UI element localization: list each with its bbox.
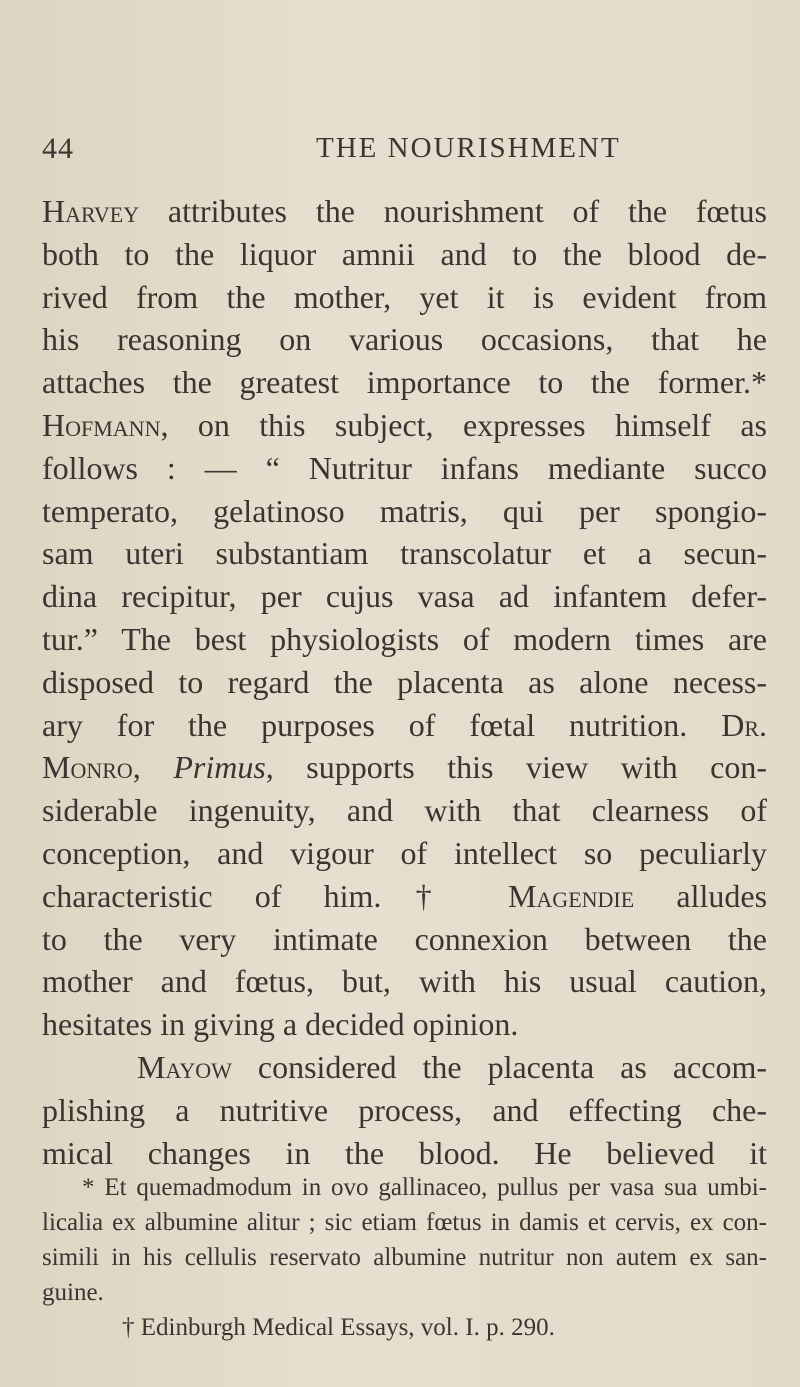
author-name: Dr.: [721, 706, 768, 743]
page-number: 44: [42, 132, 74, 165]
text-line: ary for the purposes of fœtal nutrition. Dr.: [42, 706, 768, 743]
author-name: Monro: [42, 749, 133, 786]
text-line: to the very intimate connexion between the: [42, 920, 767, 957]
text-line: characteristic of him.† Magendie alludes: [42, 877, 768, 914]
author-name: Harvey: [42, 193, 140, 229]
author-name: Magendie: [507, 877, 635, 914]
text-line: disposed to regard the placenta as alone necess-: [42, 663, 767, 700]
author-name: Mayow: [137, 1048, 232, 1085]
text-line: rived from the mother, yet it is evident from: [42, 278, 767, 315]
author-name: Hofmann: [42, 406, 161, 443]
footnote-line: simili in his cellulis reservato albumine nutritur non autem ex san-: [42, 1244, 767, 1271]
text-line: his reasoning on various occasions, that he: [42, 321, 767, 358]
text-line: hesitates in giving a decided opinion.: [42, 1006, 519, 1043]
text-line: sam uteri substantiam transcolatur et a secun-: [42, 535, 767, 572]
body-text: [42, 190, 767, 1174]
text-line: Monro, Primus, supports this view with con-: [42, 749, 768, 786]
text-line: conception, and vigour of intellect so peculiarly: [42, 834, 767, 871]
text-line: dina recipitur, per cujus vasa ad infantem defer-: [42, 578, 767, 615]
footnote-line: † Edinburgh Medical Essays, vol. I. p. 290.: [122, 1314, 555, 1341]
text-line: mother and fœtus, but, with his usual caution,: [42, 963, 767, 1000]
page-header: [42, 132, 758, 172]
text-line: siderable ingenuity, and with that clearness of: [42, 792, 767, 829]
footnote-line: guine.: [42, 1279, 104, 1306]
text-line: follows : — “ Nutritur infans mediante succo: [42, 449, 767, 486]
text-line: Hofmann, on this subject, expresses himself as: [42, 406, 767, 443]
text-line: tur.” The best physiologists of modern times are: [42, 620, 767, 657]
running-head: THE NOURISHMENT: [316, 132, 621, 164]
text-line: mical changes in the blood. He believed it: [42, 1134, 768, 1171]
text-line: attaches the greatest importance to the former.*: [42, 364, 767, 401]
footnote-line: * Et quemadmodum in ovo gallinaceo, pullus per vasa sua umbi-: [82, 1174, 767, 1201]
footnotes: [42, 1170, 767, 1345]
text-line: Harvey attributes the nourishment of the fœtus: [42, 193, 767, 229]
text-line: both to the liquor amnii and to the blood de-: [42, 235, 767, 272]
text-line: Mayow considered the placenta as accom-: [137, 1048, 767, 1085]
text-line: temperato, gelatinoso matris, qui per spongio-: [42, 492, 767, 529]
footnote-line: licalia ex albumine alitur ; sic etiam fœtus in damis et cervis, ex con-: [42, 1209, 767, 1236]
text-line: plishing a nutritive process, and effecting che-: [42, 1091, 767, 1128]
